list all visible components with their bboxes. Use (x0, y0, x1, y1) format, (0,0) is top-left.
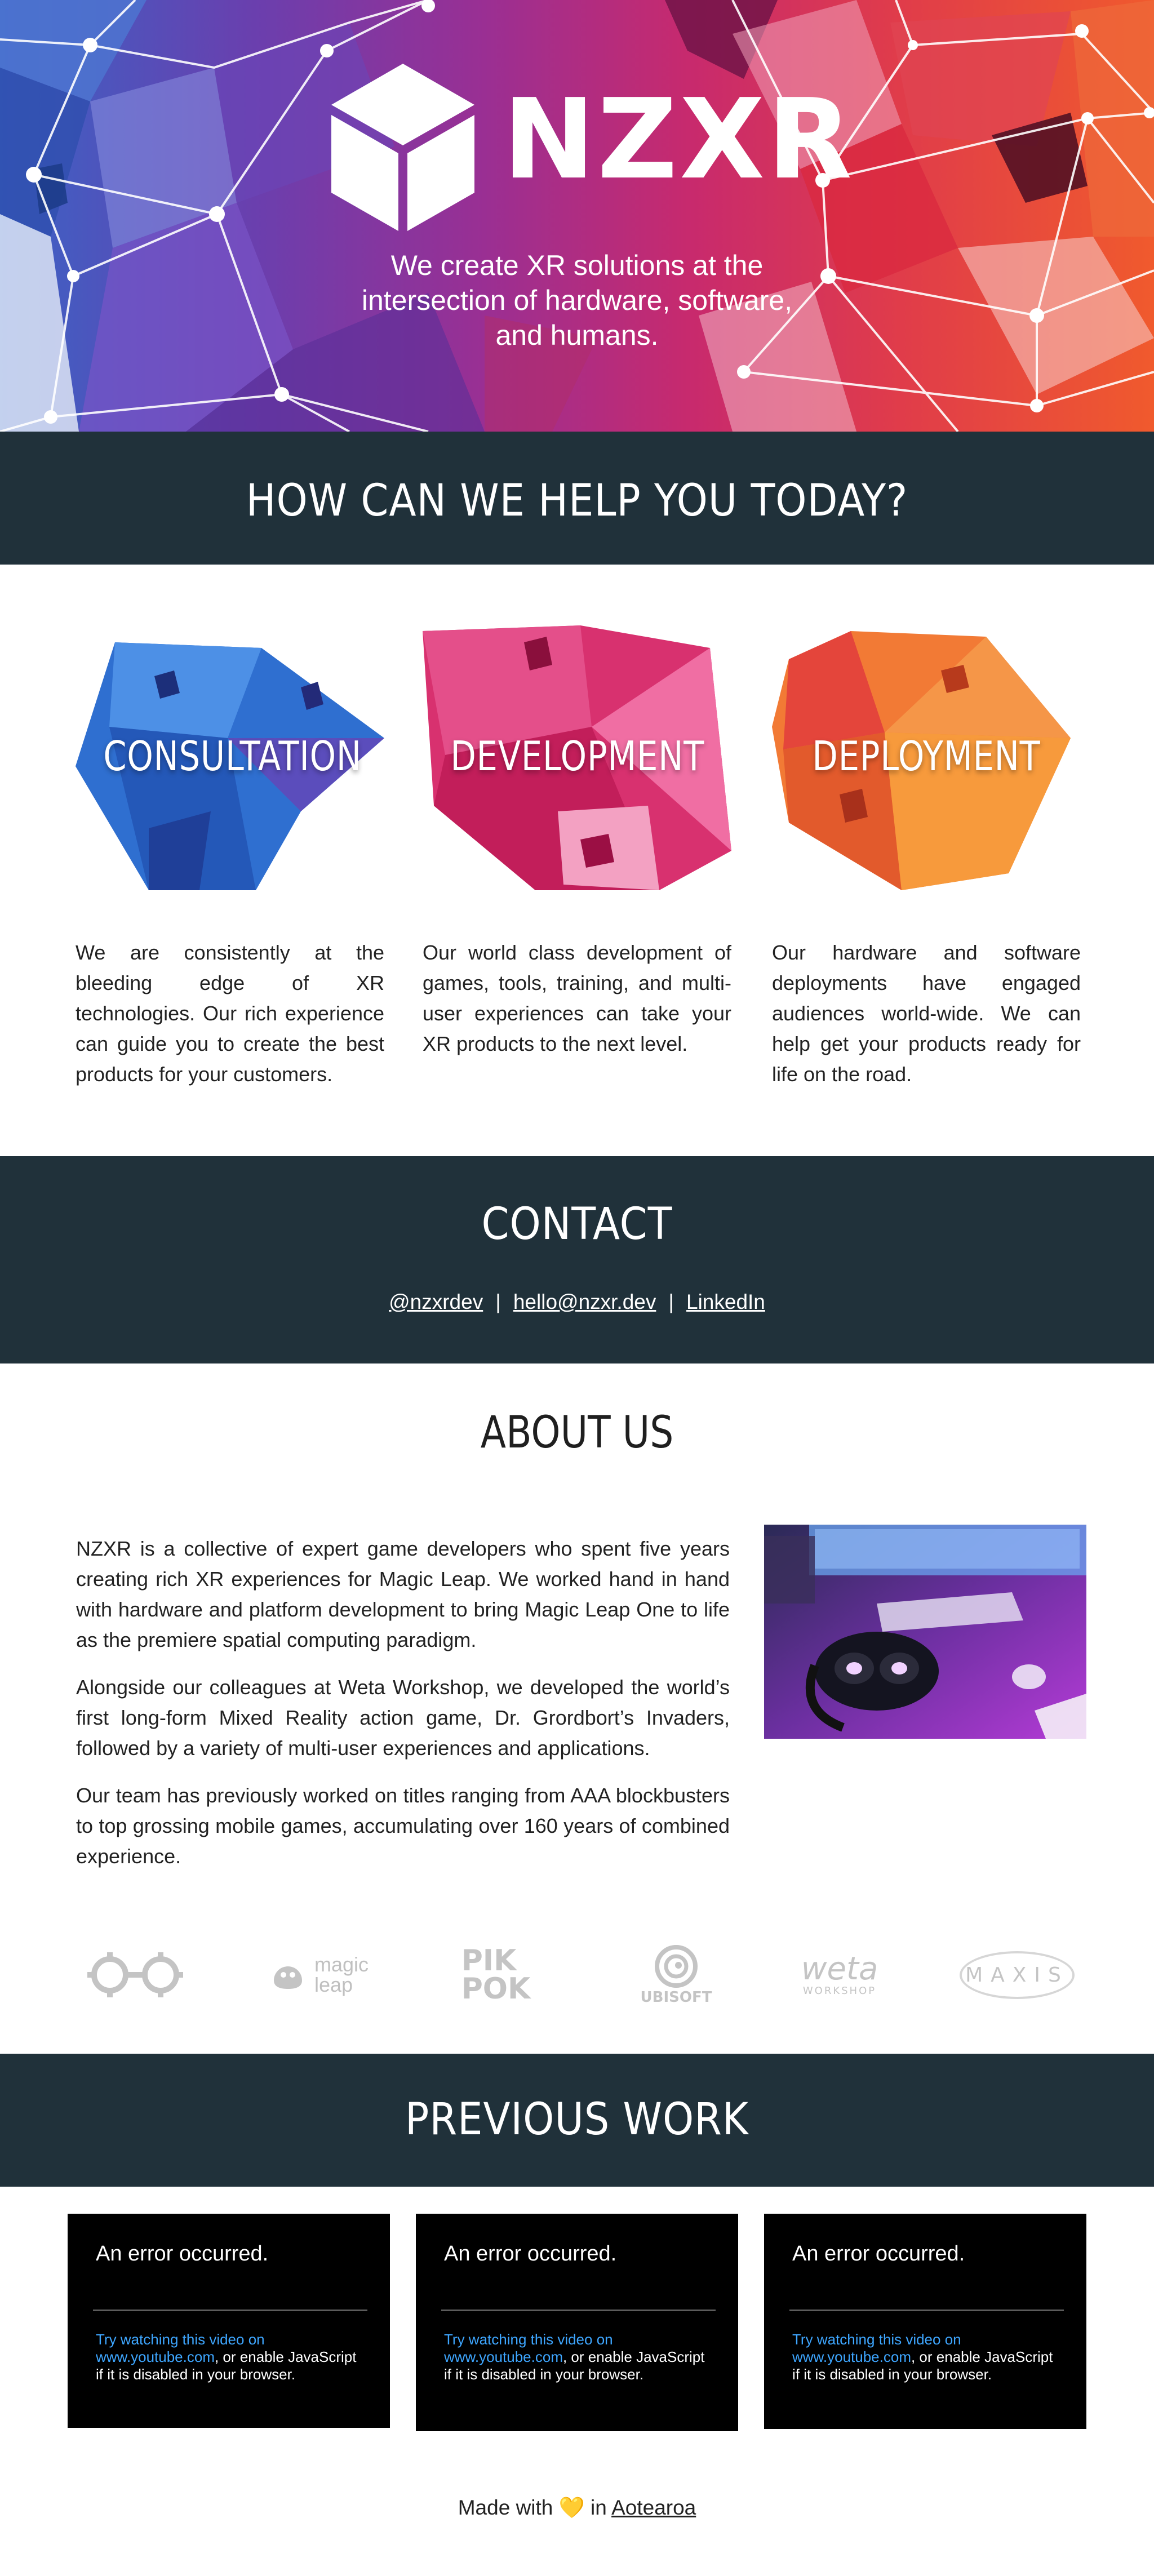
previous-work-heading: PREVIOUS WORK (405, 2094, 749, 2145)
brand-logo (327, 61, 855, 236)
video-divider (93, 2309, 367, 2311)
separator: | (495, 1290, 501, 1313)
about-paragraph: NZXR is a collective of expert game developers who spent five years creating rich XR experiences for Magic Leap. We worked hand in hand with hardware and platform development to bring Magic Leap One to life as the premiere spatial computing paradigm. (76, 1537, 730, 1651)
help-section (0, 432, 1154, 565)
tagline-line-1: We create XR solutions at the (390, 250, 764, 281)
video-error-rest: , or enable JavaScript if it is disabled in your browser. (792, 2348, 1053, 2383)
about-heading: ABOUT US (480, 1407, 674, 1458)
deployment-label: DEPLOYMENT (812, 732, 1041, 780)
video-embed[interactable] (416, 2214, 738, 2431)
video-embeds (0, 2187, 1154, 2468)
development-crystal-art (423, 625, 731, 907)
contact-section (0, 1156, 1154, 1363)
magic-leap-word-2: leap (314, 1973, 353, 1996)
services-section (0, 565, 1154, 1156)
brand-name: NZXR (503, 75, 855, 204)
ubisoft-logo (620, 1938, 733, 2011)
video-embed[interactable] (68, 2214, 390, 2428)
hero-tagline (0, 248, 1154, 353)
video-error-message (792, 2331, 1063, 2383)
deployment-crystal-art (772, 625, 1081, 907)
gear-logo (79, 1938, 192, 2011)
video-error-rest: , or enable JavaScript if it is disabled in your browser. (96, 2348, 357, 2383)
video-embed[interactable] (764, 2214, 1086, 2429)
maxis-logo (958, 1938, 1076, 2011)
youtube-link[interactable]: Try watching this video on www.youtube.com (444, 2331, 613, 2365)
about-paragraph: Alongside our colleagues at Weta Workshop, we developed the world’s first long-form Mixed Reality action game, Dr. Grordbort’s Invaders, followed by a variety of multi-user experiences and applications. (76, 1676, 730, 1760)
footer (0, 2479, 1154, 2576)
video-error-title: An error occurred. (96, 2242, 269, 2266)
service-consultation (76, 625, 384, 1090)
aotearoa-link[interactable]: Aotearoa (611, 2496, 696, 2519)
magic-leap-icon (268, 1955, 308, 1995)
client-logos (79, 1938, 1076, 2011)
tagline-line-2: intersection of hardware, software, (361, 285, 793, 316)
video-divider (441, 2309, 716, 2311)
help-heading: HOW CAN WE HELP YOU TODAY? (246, 476, 908, 526)
about-text (76, 1534, 730, 1889)
weta-word: weta (801, 1950, 878, 1987)
development-description: Our world class development of games, tools, training, and multi-user experiences can take your XR products to the next level. (423, 941, 731, 1055)
consultation-label: CONSULTATION (103, 732, 362, 780)
consultation-description: We are consistently at the bleeding edge of XR technologies. Our rich experience can guide you to create the best products for your customers. (76, 941, 384, 1086)
maxis-word: MAXIS (960, 1951, 1075, 1999)
video-error-title: An error occurred. (792, 2242, 965, 2266)
pikpok-word-1: PIK (461, 1944, 517, 1978)
previous-work-section (0, 2054, 1154, 2187)
twitter-link[interactable]: @nzxrdev (389, 1290, 483, 1313)
video-error-rest: , or enable JavaScript if it is disabled in your browser. (444, 2348, 705, 2383)
video-error-message (96, 2331, 366, 2383)
pikpok-word-2: POK (461, 1972, 531, 2006)
youtube-link[interactable]: Try watching this video on www.youtube.com (96, 2331, 265, 2365)
cube-logo-icon (327, 61, 479, 236)
video-divider (789, 2309, 1064, 2311)
consultation-crystal-art (76, 625, 384, 907)
footer-credit (0, 2496, 1154, 2520)
magic-leap-word-1: magic (314, 1953, 369, 1976)
contact-heading: CONTACT (481, 1199, 673, 1250)
video-error-message (444, 2331, 714, 2383)
heart-icon: 💛 (558, 2496, 585, 2519)
youtube-link[interactable]: Try watching this video on www.youtube.com (792, 2331, 961, 2365)
video-error-title: An error occurred. (444, 2242, 617, 2266)
about-section (0, 1363, 1154, 2054)
hero-banner (0, 0, 1154, 432)
workshop-word: WORKSHOP (802, 1984, 877, 1997)
footer-in: in (591, 2496, 607, 2519)
deployment-description: Our hardware and software deployments have engaged audiences world-wide. We can help get your products ready for life on the road. (772, 941, 1081, 1086)
tagline-line-3: and humans. (495, 319, 659, 351)
footer-made-with: Made with (458, 2496, 553, 2519)
service-deployment (772, 625, 1081, 1090)
service-development (423, 625, 731, 1059)
ubisoft-swirl-icon (654, 1944, 699, 1989)
pikpok-logo (440, 1938, 552, 2011)
about-paragraph: Our team has previously worked on titles ranging from AAA blockbusters to top grossing mobile games, accumulating over 160 years of combined experience. (76, 1784, 730, 1868)
weta-workshop-logo (772, 1938, 907, 2011)
linkedin-link[interactable]: LinkedIn (686, 1290, 765, 1313)
contact-links (0, 1290, 1154, 1314)
separator: | (668, 1290, 674, 1313)
vr-headset-image (764, 1525, 1086, 1739)
gear-logo-icon (85, 1949, 186, 2000)
development-label: DEVELOPMENT (450, 732, 705, 780)
email-link[interactable]: hello@nzxr.dev (513, 1290, 656, 1313)
magic-leap-logo (254, 1938, 383, 2011)
vr-headset-photo (764, 1525, 1086, 1739)
ubisoft-word: UBISOFT (640, 1989, 712, 2006)
